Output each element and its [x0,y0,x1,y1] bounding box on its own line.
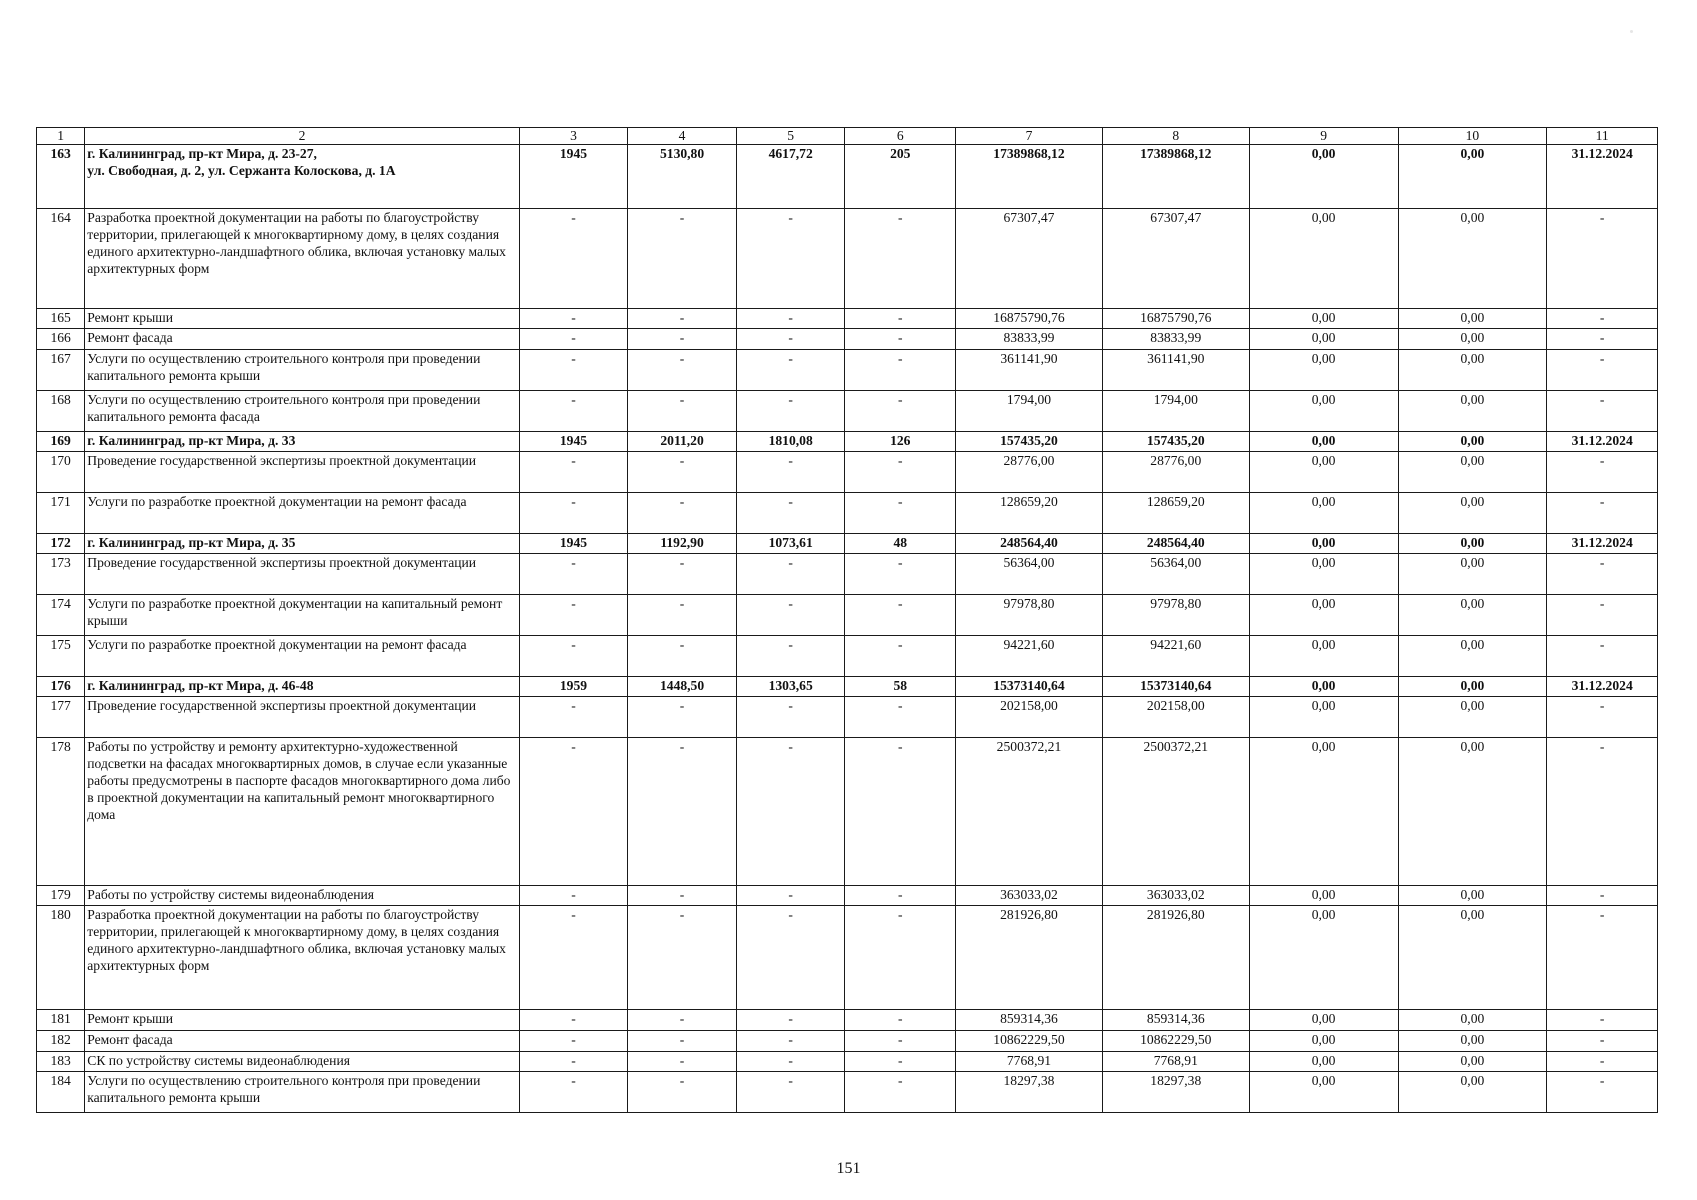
cost-fund-cell: 363033,02 [1102,886,1249,906]
col-header-9: 9 [1249,128,1398,145]
work-name-cell: Ремонт крыши [85,309,519,329]
year-cell: - [519,697,628,738]
cost-fund-cell: 7768,91 [1102,1052,1249,1072]
cost-total-cell: 859314,36 [956,1010,1103,1031]
total-area-cell: - [628,906,737,1010]
residents-cell: - [845,493,956,534]
cost-other-1-cell: 0,00 [1249,534,1398,554]
cost-total-cell: 363033,02 [956,886,1103,906]
cost-fund-cell: 94221,60 [1102,636,1249,677]
completion-date-cell: - [1547,493,1658,534]
cost-total-cell: 7768,91 [956,1052,1103,1072]
cost-total-cell: 10862229,50 [956,1031,1103,1052]
cost-total-cell: 202158,00 [956,697,1103,738]
completion-date-cell: - [1547,209,1658,309]
col-header-7: 7 [956,128,1103,145]
total-area-cell: 1192,90 [628,534,737,554]
completion-date-cell: - [1547,350,1658,391]
cost-other-1-cell: 0,00 [1249,554,1398,595]
living-area-cell: - [736,1010,845,1031]
residents-cell: 48 [845,534,956,554]
completion-date-cell: - [1547,636,1658,677]
total-area-cell: 2011,20 [628,432,737,452]
residents-cell: - [845,1010,956,1031]
completion-date-cell: - [1547,391,1658,432]
year-cell: - [519,1010,628,1031]
residents-cell: 205 [845,145,956,209]
cost-total-cell: 67307,47 [956,209,1103,309]
completion-date-cell: 31.12.2024 [1547,145,1658,209]
living-area-cell: 1073,61 [736,534,845,554]
cost-other-1-cell: 0,00 [1249,432,1398,452]
cost-fund-cell: 157435,20 [1102,432,1249,452]
year-cell: - [519,554,628,595]
completion-date-cell: - [1547,1031,1658,1052]
completion-date-cell: - [1547,1010,1658,1031]
row-number-cell: 163 [37,145,85,209]
cost-other-2-cell: 0,00 [1398,738,1547,886]
year-cell: 1945 [519,534,628,554]
residents-cell: - [845,697,956,738]
work-row [37,452,1658,493]
cost-fund-cell: 1794,00 [1102,391,1249,432]
work-name-cell: Разработка проектной документации на работы по благоустройству территории, прилегающей к многоквартирному дому, в целях создания единого архитектурно-ландшафтного облика, включая установку малых архитектурных форм [85,209,519,309]
total-area-cell: - [628,350,737,391]
year-cell: - [519,309,628,329]
column-number-row [37,128,1658,145]
page-number: 151 [836,1160,861,1177]
living-area-cell: - [736,636,845,677]
cost-fund-cell: 16875790,76 [1102,309,1249,329]
row-number-cell: 164 [37,209,85,309]
work-row [37,309,1658,329]
address-row [37,145,1658,209]
row-number-cell: 171 [37,493,85,534]
cost-fund-cell: 2500372,21 [1102,738,1249,886]
total-area-cell: - [628,309,737,329]
living-area-cell: - [736,309,845,329]
cost-other-1-cell: 0,00 [1249,329,1398,350]
cost-other-2-cell: 0,00 [1398,554,1547,595]
work-name-cell: г. Калининград, пр-кт Мира, д. 23-27, ул. Свободная, д. 2, ул. Сержанта Колоскова, д. 1А [85,145,519,209]
cost-other-1-cell: 0,00 [1249,1031,1398,1052]
row-number-cell: 178 [37,738,85,886]
residents-cell: - [845,738,956,886]
cost-other-2-cell: 0,00 [1398,329,1547,350]
total-area-cell: - [628,697,737,738]
year-cell: 1959 [519,677,628,697]
col-header-4: 4 [628,128,737,145]
works-table [36,127,1658,1113]
table-body [37,128,1658,1113]
row-number-cell: 166 [37,329,85,350]
row-number-cell: 167 [37,350,85,391]
row-number-cell: 175 [37,636,85,677]
residents-cell: 126 [845,432,956,452]
cost-other-2-cell: 0,00 [1398,145,1547,209]
work-row [37,595,1658,636]
cost-other-1-cell: 0,00 [1249,906,1398,1010]
living-area-cell: - [736,886,845,906]
cost-other-2-cell: 0,00 [1398,1072,1547,1113]
col-header-8: 8 [1102,128,1249,145]
residents-cell: - [845,1031,956,1052]
work-row [37,1031,1658,1052]
scan-speck [1630,30,1633,33]
cost-other-1-cell: 0,00 [1249,309,1398,329]
residents-cell: - [845,554,956,595]
living-area-cell: - [736,452,845,493]
row-number-cell: 181 [37,1010,85,1031]
row-number-cell: 184 [37,1072,85,1113]
work-name-cell: г. Калининград, пр-кт Мира, д. 35 [85,534,519,554]
work-row [37,906,1658,1010]
total-area-cell: - [628,886,737,906]
cost-total-cell: 83833,99 [956,329,1103,350]
living-area-cell: - [736,329,845,350]
cost-total-cell: 361141,90 [956,350,1103,391]
living-area-cell: - [736,554,845,595]
row-number-cell: 174 [37,595,85,636]
total-area-cell: 1448,50 [628,677,737,697]
col-header-3: 3 [519,128,628,145]
work-name-cell: Услуги по осуществлению строительного контроля при проведении капитального ремонта крыши [85,350,519,391]
year-cell: - [519,1031,628,1052]
residents-cell: - [845,595,956,636]
cost-fund-cell: 248564,40 [1102,534,1249,554]
cost-other-1-cell: 0,00 [1249,452,1398,493]
work-row [37,697,1658,738]
cost-other-1-cell: 0,00 [1249,493,1398,534]
cost-fund-cell: 97978,80 [1102,595,1249,636]
cost-fund-cell: 10862229,50 [1102,1031,1249,1052]
cost-fund-cell: 56364,00 [1102,554,1249,595]
living-area-cell: - [736,1031,845,1052]
completion-date-cell: - [1547,1072,1658,1113]
cost-fund-cell: 859314,36 [1102,1010,1249,1031]
completion-date-cell: - [1547,329,1658,350]
row-number-cell: 177 [37,697,85,738]
row-number-cell: 168 [37,391,85,432]
total-area-cell: - [628,554,737,595]
cost-fund-cell: 83833,99 [1102,329,1249,350]
residents-cell: - [845,886,956,906]
cost-total-cell: 16875790,76 [956,309,1103,329]
year-cell: - [519,636,628,677]
year-cell: - [519,209,628,309]
year-cell: 1945 [519,432,628,452]
year-cell: - [519,906,628,1010]
total-area-cell: - [628,1010,737,1031]
col-header-1: 1 [37,128,85,145]
cost-fund-cell: 281926,80 [1102,906,1249,1010]
total-area-cell: - [628,493,737,534]
row-number-cell: 176 [37,677,85,697]
year-cell: - [519,1072,628,1113]
work-row [37,1010,1658,1031]
cost-other-2-cell: 0,00 [1398,391,1547,432]
completion-date-cell: - [1547,886,1658,906]
cost-other-1-cell: 0,00 [1249,595,1398,636]
year-cell: - [519,350,628,391]
cost-fund-cell: 28776,00 [1102,452,1249,493]
col-header-6: 6 [845,128,956,145]
year-cell: - [519,595,628,636]
cost-other-2-cell: 0,00 [1398,636,1547,677]
address-row [37,432,1658,452]
year-cell: - [519,886,628,906]
work-name-cell: Услуги по разработке проектной документации на ремонт фасада [85,636,519,677]
completion-date-cell: - [1547,738,1658,886]
work-row [37,738,1658,886]
work-row [37,329,1658,350]
cost-total-cell: 128659,20 [956,493,1103,534]
cost-total-cell: 248564,40 [956,534,1103,554]
address-row [37,677,1658,697]
cost-total-cell: 2500372,21 [956,738,1103,886]
living-area-cell: - [736,1072,845,1113]
work-row [37,1072,1658,1113]
cost-other-2-cell: 0,00 [1398,432,1547,452]
cost-fund-cell: 361141,90 [1102,350,1249,391]
total-area-cell: - [628,1052,737,1072]
completion-date-cell: - [1547,595,1658,636]
residents-cell: - [845,309,956,329]
cost-other-2-cell: 0,00 [1398,595,1547,636]
living-area-cell: - [736,595,845,636]
total-area-cell: - [628,329,737,350]
year-cell: - [519,493,628,534]
work-name-cell: Ремонт крыши [85,1010,519,1031]
cost-other-1-cell: 0,00 [1249,1052,1398,1072]
work-name-cell: г. Калининград, пр-кт Мира, д. 46-48 [85,677,519,697]
col-header-11: 11 [1547,128,1658,145]
cost-fund-cell: 202158,00 [1102,697,1249,738]
cost-total-cell: 157435,20 [956,432,1103,452]
row-number-cell: 180 [37,906,85,1010]
work-row [37,350,1658,391]
total-area-cell: - [628,738,737,886]
completion-date-cell: - [1547,452,1658,493]
cost-other-1-cell: 0,00 [1249,697,1398,738]
living-area-cell: 1303,65 [736,677,845,697]
row-number-cell: 170 [37,452,85,493]
work-name-cell: Разработка проектной документации на работы по благоустройству территории, прилегающей к многоквартирному дому, в целях создания единого архитектурно-ландшафтного облика, включая установку малых архитектурных форм [85,906,519,1010]
residents-cell: - [845,350,956,391]
cost-other-1-cell: 0,00 [1249,145,1398,209]
cost-other-2-cell: 0,00 [1398,534,1547,554]
cost-total-cell: 281926,80 [956,906,1103,1010]
work-name-cell: Ремонт фасада [85,1031,519,1052]
cost-other-2-cell: 0,00 [1398,350,1547,391]
cost-total-cell: 1794,00 [956,391,1103,432]
cost-other-2-cell: 0,00 [1398,493,1547,534]
cost-fund-cell: 17389868,12 [1102,145,1249,209]
year-cell: - [519,329,628,350]
living-area-cell: - [736,391,845,432]
cost-total-cell: 28776,00 [956,452,1103,493]
work-name-cell: Услуги по осуществлению строительного контроля при проведении капитального ремонта фасада [85,391,519,432]
residents-cell: - [845,636,956,677]
residents-cell: - [845,391,956,432]
work-row [37,391,1658,432]
row-number-cell: 179 [37,886,85,906]
cost-total-cell: 18297,38 [956,1072,1103,1113]
row-number-cell: 182 [37,1031,85,1052]
cost-other-1-cell: 0,00 [1249,886,1398,906]
completion-date-cell: - [1547,309,1658,329]
residents-cell: 58 [845,677,956,697]
living-area-cell: - [736,738,845,886]
cost-other-1-cell: 0,00 [1249,677,1398,697]
living-area-cell: - [736,697,845,738]
cost-total-cell: 15373140,64 [956,677,1103,697]
cost-total-cell: 94221,60 [956,636,1103,677]
living-area-cell: - [736,493,845,534]
cost-other-2-cell: 0,00 [1398,886,1547,906]
total-area-cell: - [628,1072,737,1113]
work-row [37,554,1658,595]
completion-date-cell: 31.12.2024 [1547,432,1658,452]
cost-other-1-cell: 0,00 [1249,1072,1398,1113]
work-name-cell: Работы по устройству и ремонту архитектурно-художественной подсветки на фасадах многоквартирных домов, в случае если указанные работы предусмотрены в паспорте фасадов многоквартирного дома либо в проектной документации на капитальный ремонт многоквартирного дома [85,738,519,886]
work-name-cell: Работы по устройству системы видеонаблюдения [85,886,519,906]
row-number-cell: 173 [37,554,85,595]
row-number-cell: 165 [37,309,85,329]
work-name-cell: Услуги по осуществлению строительного контроля при проведении капитального ремонта крыши [85,1072,519,1113]
total-area-cell: - [628,636,737,677]
residents-cell: - [845,906,956,1010]
living-area-cell: 4617,72 [736,145,845,209]
residents-cell: - [845,1052,956,1072]
year-cell: - [519,452,628,493]
work-row [37,636,1658,677]
cost-other-1-cell: 0,00 [1249,636,1398,677]
cost-other-2-cell: 0,00 [1398,309,1547,329]
cost-other-1-cell: 0,00 [1249,350,1398,391]
total-area-cell: - [628,595,737,636]
work-name-cell: СК по устройству системы видеонаблюдения [85,1052,519,1072]
living-area-cell: - [736,209,845,309]
cost-other-1-cell: 0,00 [1249,1010,1398,1031]
cost-other-2-cell: 0,00 [1398,906,1547,1010]
total-area-cell: 5130,80 [628,145,737,209]
row-number-cell: 183 [37,1052,85,1072]
address-row [37,534,1658,554]
residents-cell: - [845,329,956,350]
cost-total-cell: 56364,00 [956,554,1103,595]
work-name-cell: Проведение государственной экспертизы проектной документации [85,452,519,493]
work-name-cell: Проведение государственной экспертизы проектной документации [85,697,519,738]
work-row [37,886,1658,906]
work-row [37,493,1658,534]
residents-cell: - [845,452,956,493]
total-area-cell: - [628,452,737,493]
residents-cell: - [845,209,956,309]
cost-total-cell: 17389868,12 [956,145,1103,209]
living-area-cell: - [736,350,845,391]
col-header-2: 2 [85,128,519,145]
cost-other-1-cell: 0,00 [1249,391,1398,432]
work-name-cell: Проведение государственной экспертизы проектной документации [85,554,519,595]
cost-other-1-cell: 0,00 [1249,738,1398,886]
work-name-cell: Услуги по разработке проектной документации на ремонт фасада [85,493,519,534]
living-area-cell: - [736,1052,845,1072]
col-header-5: 5 [736,128,845,145]
living-area-cell: 1810,08 [736,432,845,452]
year-cell: - [519,1052,628,1072]
completion-date-cell: - [1547,906,1658,1010]
year-cell: - [519,738,628,886]
residents-cell: - [845,1072,956,1113]
cost-other-2-cell: 0,00 [1398,697,1547,738]
year-cell: 1945 [519,145,628,209]
cost-other-2-cell: 0,00 [1398,677,1547,697]
work-name-cell: г. Калининград, пр-кт Мира, д. 33 [85,432,519,452]
completion-date-cell: - [1547,554,1658,595]
work-name-cell: Ремонт фасада [85,329,519,350]
work-name-cell: Услуги по разработке проектной документации на капитальный ремонт крыши [85,595,519,636]
cost-other-2-cell: 0,00 [1398,452,1547,493]
cost-fund-cell: 67307,47 [1102,209,1249,309]
row-number-cell: 169 [37,432,85,452]
living-area-cell: - [736,906,845,1010]
cost-other-2-cell: 0,00 [1398,1010,1547,1031]
total-area-cell: - [628,1031,737,1052]
cost-fund-cell: 18297,38 [1102,1072,1249,1113]
completion-date-cell: 31.12.2024 [1547,677,1658,697]
cost-other-1-cell: 0,00 [1249,209,1398,309]
year-cell: - [519,391,628,432]
completion-date-cell: - [1547,697,1658,738]
row-number-cell: 172 [37,534,85,554]
completion-date-cell: 31.12.2024 [1547,534,1658,554]
total-area-cell: - [628,391,737,432]
cost-total-cell: 97978,80 [956,595,1103,636]
work-row [37,209,1658,309]
cost-fund-cell: 128659,20 [1102,493,1249,534]
cost-other-2-cell: 0,00 [1398,209,1547,309]
col-header-10: 10 [1398,128,1547,145]
cost-other-2-cell: 0,00 [1398,1031,1547,1052]
completion-date-cell: - [1547,1052,1658,1072]
total-area-cell: - [628,209,737,309]
cost-fund-cell: 15373140,64 [1102,677,1249,697]
cost-other-2-cell: 0,00 [1398,1052,1547,1072]
work-row [37,1052,1658,1072]
